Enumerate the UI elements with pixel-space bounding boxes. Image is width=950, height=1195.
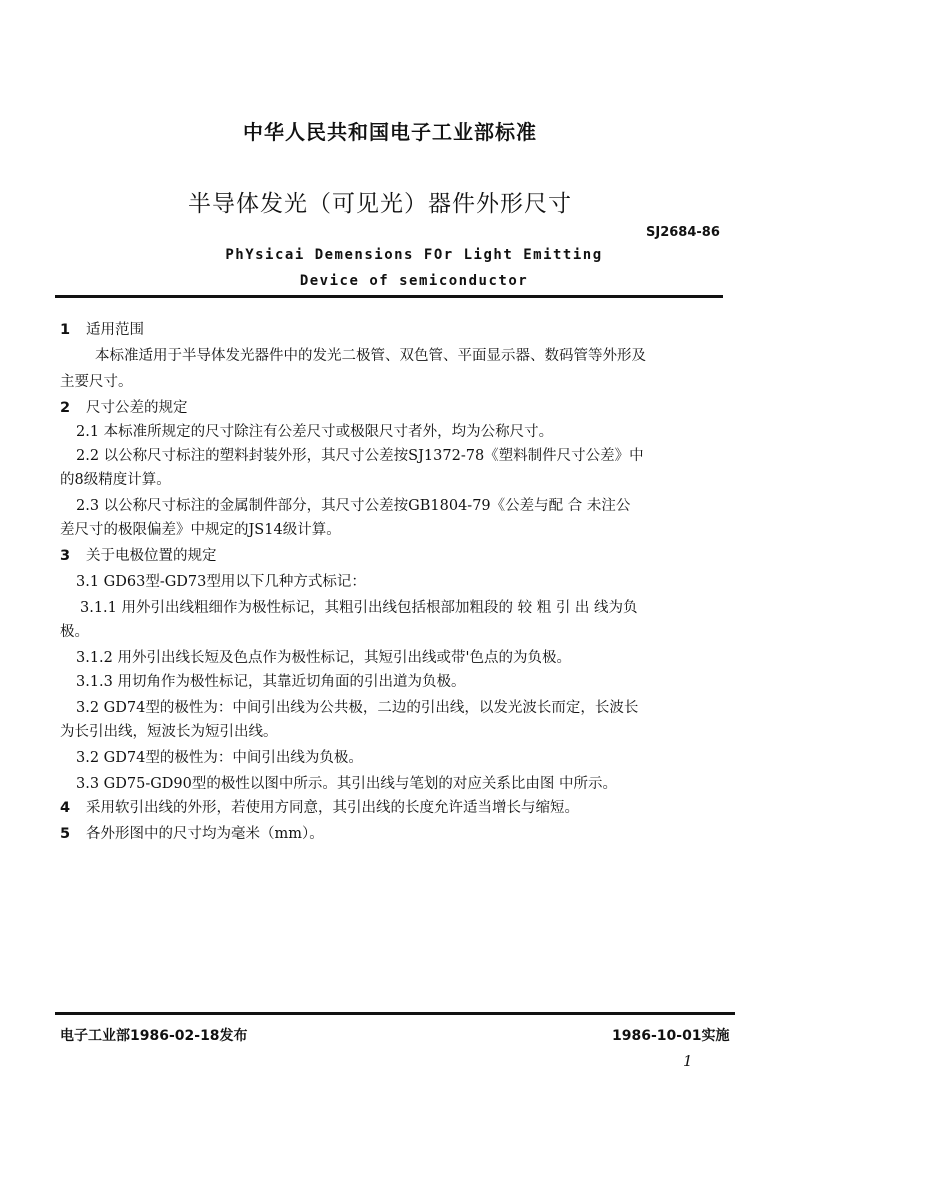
clause-3-2-a-cont: 为长引出线，短波长为短引出线。 xyxy=(60,724,278,740)
clause-3-1-1-cont: 极。 xyxy=(60,624,89,640)
section-3-heading: 3 关于电极位置的规定 xyxy=(60,548,217,564)
clause-2-3-cont: 差尺寸的极限偏差》中规定的JS14级计算。 xyxy=(60,522,341,538)
effective-date: 1986-10-01实施 xyxy=(612,1028,730,1044)
clause-2-3: 2.3 以公称尺寸标注的金属制件部分，其尺寸公差按GB1804-79《公差与配 合 未注公 xyxy=(76,498,631,514)
clause-3-2-a: 3.2 GD74型的极性为：中间引出线为公共极，二边的引出线，以发光波长而定，长波长 xyxy=(76,700,639,716)
section-1-paragraph-cont: 主要尺寸。 xyxy=(60,374,133,390)
clause-3-1-1: 3.1.1 用外引出线粗细作为极性标记，其粗引出线包括根部加粗段的 较 粗 引 出 线为负 xyxy=(80,600,638,616)
page-number: 1 xyxy=(683,1052,693,1070)
document-title: 半导体发光（可见光）器件外形尺寸 xyxy=(188,191,572,217)
issuing-organization: 中华人民共和国电子工业部标准 xyxy=(243,120,537,144)
clause-3-3: 3.3 GD75-GD90型的极性以图中所示。其引出线与笔划的对应关系比由图 中所示。 xyxy=(76,776,617,792)
clause-3-1-3: 3.1.3 用切角作为极性标记，其靠近切角面的引出道为负极。 xyxy=(76,674,466,690)
english-title-line1: PhYsicai Demensions FOr Light Emitting xyxy=(225,247,603,263)
section-5: 5 各外形图中的尺寸均为毫米（mm）。 xyxy=(60,826,324,842)
clause-2-1: 2.1 本标准所规定的尺寸除注有公差尺寸或极限尺寸者外，均为公称尺寸。 xyxy=(76,424,554,440)
clause-3-1-2: 3.1.2 用外引出线长短及色点作为极性标记，其短引出线或带'色点的为负极。 xyxy=(76,650,571,666)
clause-2-2-cont: 的8级精度计算。 xyxy=(60,472,171,488)
english-title-line2: Device of semiconductor xyxy=(299,273,529,289)
standard-code: SJ2684-86 xyxy=(646,225,720,240)
header-divider xyxy=(55,295,723,298)
section-2-heading: 2 尺寸公差的规定 xyxy=(60,400,188,416)
section-1-heading: 1 适用范围 xyxy=(60,322,144,338)
clause-3-2-b: 3.2 GD74型的极性为：中间引出线为负极。 xyxy=(76,750,363,766)
footer-divider xyxy=(55,1012,735,1015)
section-4: 4 采用软引出线的外形，若使用方同意，其引出线的长度允许适当增长与缩短。 xyxy=(60,800,579,816)
issue-date: 电子工业部1986-02-18发布 xyxy=(60,1028,248,1044)
clause-3-1: 3.1 GD63型-GD73型用以下几种方式标记： xyxy=(76,574,366,590)
clause-2-2: 2.2 以公称尺寸标注的塑料封装外形，其尺寸公差按SJ1372-78《塑料制件尺寸公差》中 xyxy=(76,448,644,464)
section-1-paragraph: 本标准适用于半导体发光器件中的发光二极管、双色管、平面显示器、数码管等外形及 xyxy=(95,348,646,364)
